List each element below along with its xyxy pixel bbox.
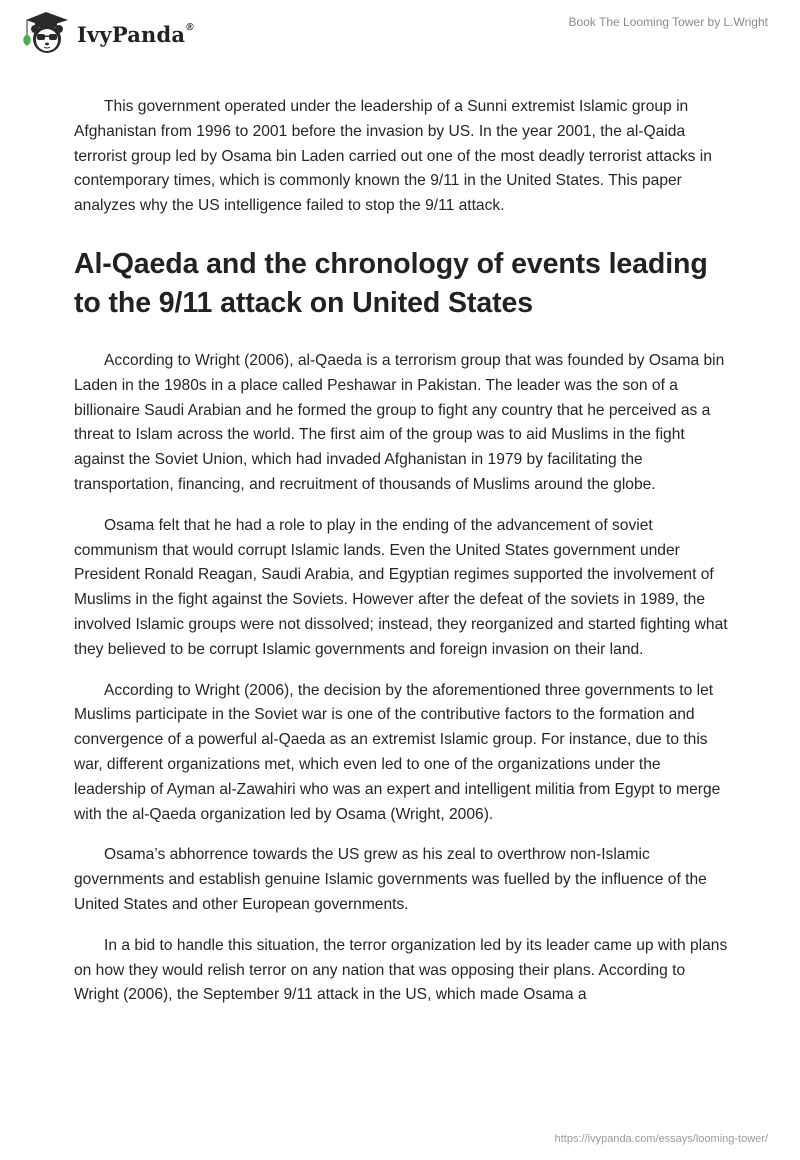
body-paragraph-3: According to Wright (2006), the decision by the aforementioned three governments to let Muslims participate in the Soviet war is one of the contributive factors to the formation and convergence of a powerful al-Qaeda as an extremist Islamic group. For instance, due to this war, different organizations met, which even led to one of the organizations under the leadership of Ayman al-Zawahiri who was an expert and intelligent militia from Egypt to merge with the al-Qaeda organization led by Osama (Wright, 2006). (74, 681, 721, 823)
body-paragraph-5: In a bid to handle this situation, the terror organization led by its leader came up with plans on how they would relish terror on any nation that was opposing their plans. According to Wright (2006), the September 9/11 attack in the US, which made Osama a (74, 936, 728, 1004)
panda-graduate-logo-icon (18, 8, 74, 56)
body-paragraph-4: Osama’s abhorrence towards the US grew as his zeal to overthrow non-Islamic governments and establish genuine Islamic governments was fuelled by the influence of the United States and other European governments. (74, 846, 707, 913)
body-paragraph-1: According to Wright (2006), al-Qaeda is a terrorism group that was founded by Osama bin Laden in the 1980s in a place called Peshawar in Pakistan. The leader was the son of a billionaire Saudi Arabian and he formed the group to fight any country that he perceived as a threat to Islam across the world. The first aim of the group was to aid Muslims in the fight against the Soviet Union, which had invaded Afghanistan in 1979 by facilitating the transportation, financing, and recruitment of thousands of Muslims around the globe. (74, 351, 725, 493)
intro-paragraph: This government operated under the leadership of a Sunni extremist Islamic group in Afghanistan from 1996 to 2001 before the invasion by US. In the year 2001, the al-Qaida terrorist group led by Osama bin Laden carried out one of the most deadly terrorist attacks in contemporary times, which is commonly known the 9/11 in the United States. This paper analyzes why the US intelligence failed to stop the 9/11 attack. (74, 98, 712, 215)
document-title: Book The Looming Tower by L.Wright (568, 15, 768, 29)
essay-body (74, 95, 734, 1024)
brand-name: IvyPanda® (77, 21, 194, 47)
source-url[interactable]: https://ivypanda.com/essays/looming-tower/ (554, 1133, 768, 1145)
registered-mark: ® (186, 21, 194, 33)
brand-logo[interactable] (18, 8, 194, 56)
section-heading: Al-Qaeda and the chronology of events leading to the 9/11 attack on United States (74, 247, 708, 319)
body-paragraph-2: Osama felt that he had a role to play in the ending of the advancement of soviet communism that would corrupt Islamic lands. Even the United States government under President Ronald Reagan, Saudi Arabia, and Egyptian regimes supported the involvement of Muslims in the fight against the Soviets. However after the defeat of the soviets in 1989, the involved Islamic groups were not dissolved; instead, they reorganized and started fighting what they believed to be corrupt Islamic governments and foreign invasion on their land. (74, 516, 728, 658)
page-header (0, 0, 800, 60)
